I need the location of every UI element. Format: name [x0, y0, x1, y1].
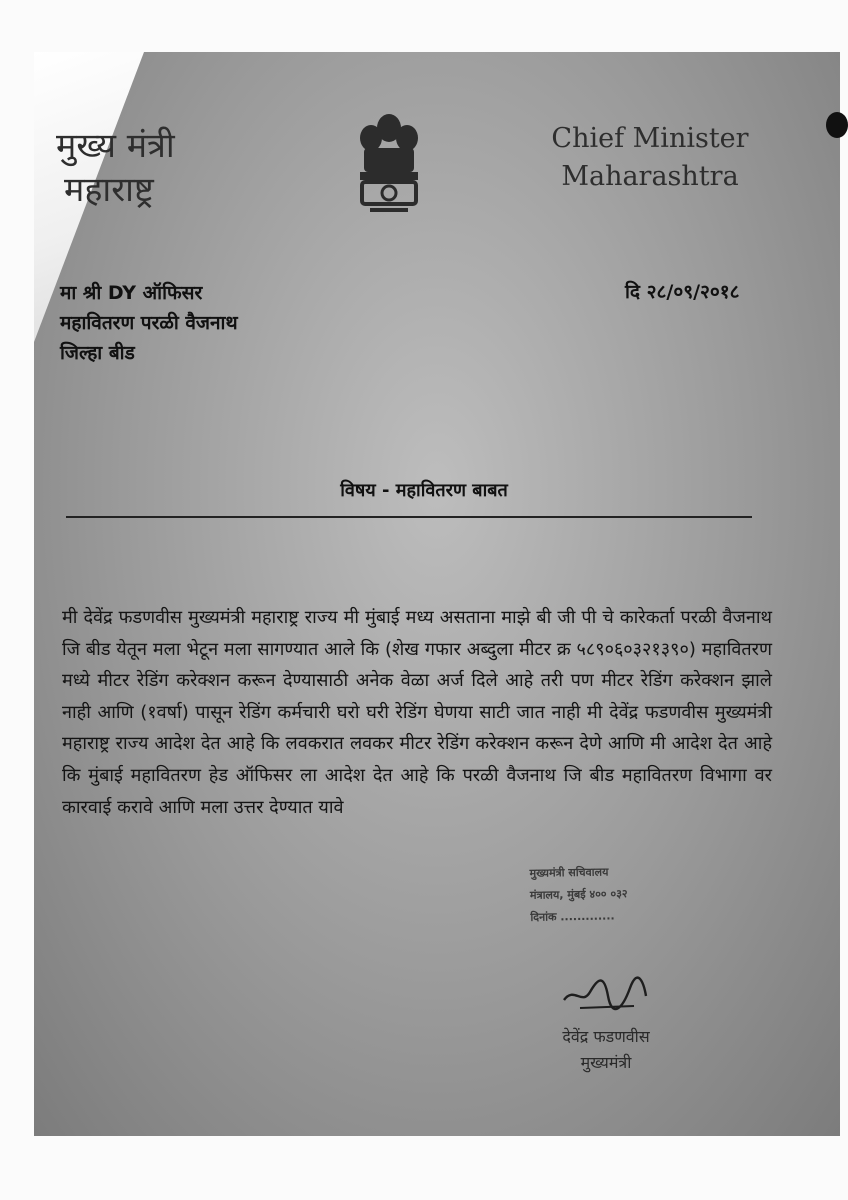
stamp-line: दिनांक .............	[530, 909, 615, 924]
subject-line: विषय - महावितरण बाबत	[340, 480, 508, 501]
recipient-line: जिल्हा बीड	[60, 342, 135, 364]
letter-sheet	[34, 52, 840, 1136]
recipient-address	[60, 278, 238, 368]
ashoka-emblem-icon	[356, 108, 422, 220]
signatory-title: मुख्यमंत्री	[580, 1053, 632, 1072]
letterhead-marathi-line2: महाराष्ट्र	[64, 170, 154, 210]
office-stamp	[529, 861, 628, 929]
letterhead-marathi	[56, 124, 175, 212]
recipient-line: महावितरण परळी वैजनाथ	[60, 312, 238, 334]
stamp-line: मुख्यमंत्री सचिवालय	[529, 865, 609, 880]
divider	[66, 516, 752, 518]
signatory-block	[556, 1024, 656, 1076]
recipient-line: मा श्री DY ऑफिसर	[60, 282, 203, 304]
signatory-name: देवेंद्र फडणवीस	[562, 1027, 650, 1046]
letterhead-english	[550, 120, 750, 196]
letterhead-english-line1: Chief Minister	[551, 123, 749, 154]
letter-body: मी देवेंद्र फडणवीस मुख्यमंत्री महाराष्ट्र राज्य मी मुंबाई मध्य असताना माझे बी जी पी चे कारेकर्ता परळी वैजनाथ जि बीड येतून मला भेटून मला सागण्यात आले कि (शेख गफार अब्दुला मीटर क्र ५८९०६०३२१३९०) महावितरण मध्ये मीटर रेडिंग करेक्शन करून देण्यासाठी अनेक वेळा अर्ज दिले आहे तरी पण मीटर रेडिंग करेक्शन झाले नाही आणि (१वर्षा) पासून रेडिंग कर्मचारी घरो घरी रेडिंग घेणया साटी जात नाही मी देवेंद्र फडणवीस मुख्यमंत्री महाराष्ट्र राज्य आदेश देत आहे कि लवकरात लवकर मीटर रेडिंग करेक्शन करून देणे आणि मी आदेश देत आहे कि मुंबाई महावितरण हेड ऑफिसर ला आदेश देत आहे कि परळी वैजनाथ जि बीड महावितरण विभागा वर कारवाई करावे आणि मला उत्तर देण्यात यावे	[62, 607, 772, 818]
letter-date: दि २८/०९/२०१८	[625, 281, 740, 303]
letterhead-english-line2: Maharashtra	[561, 161, 739, 192]
stamp-line: मंत्रालय, मुंबई ४०० ०३२	[529, 887, 628, 902]
letterhead-marathi-line1: मुख्य मंत्री	[56, 126, 175, 166]
signature-mark	[560, 966, 650, 1016]
punch-hole	[826, 112, 848, 138]
